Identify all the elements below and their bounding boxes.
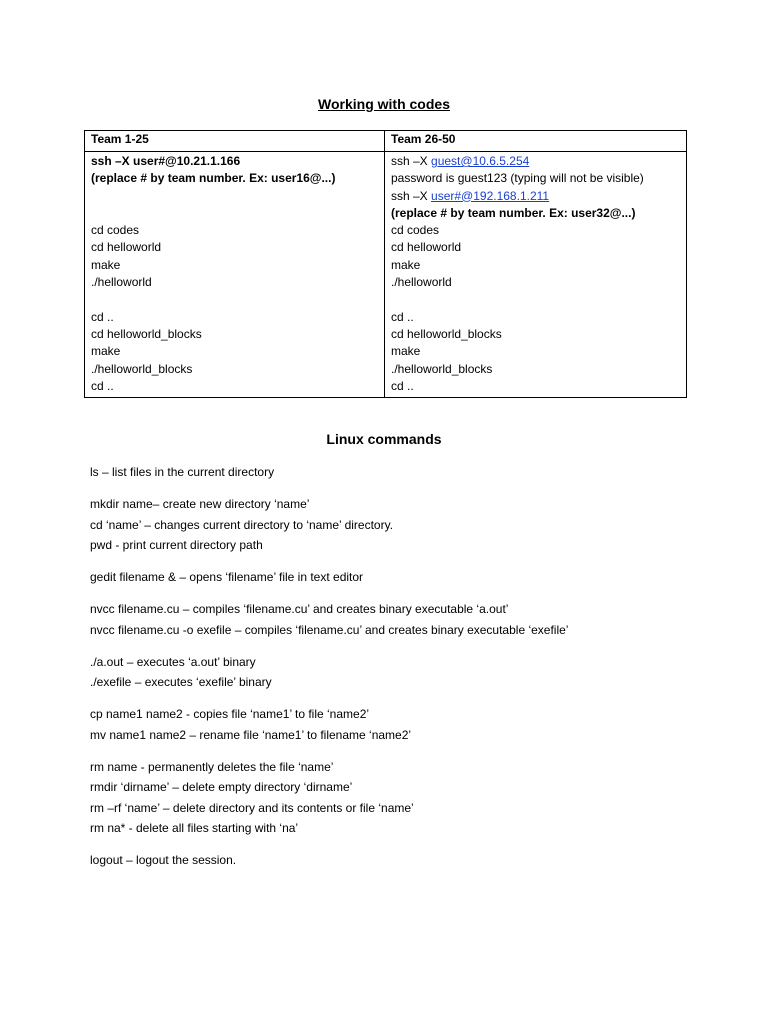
table-body-row [85, 152, 687, 398]
group-spacer [90, 693, 710, 705]
code-line [391, 343, 680, 360]
linux-commands-title: Linux commands [326, 431, 442, 447]
header-team-1-25: Team 1-25 [85, 131, 385, 152]
code-line [91, 326, 378, 343]
code-line [391, 361, 680, 378]
code-line-text: ./helloworld_blocks [391, 361, 493, 376]
linux-commands-list [90, 462, 710, 871]
team-26-50-instructions [385, 152, 687, 398]
command-line: ./a.out – executes ‘a.out’ binary [90, 654, 256, 669]
code-line [91, 291, 378, 308]
command-line: gedit filename & – opens ‘filename’ file in text editor [90, 570, 364, 584]
group-spacer [90, 745, 710, 757]
code-line-text: make [91, 344, 121, 359]
command-line: pwd - print current directory path [90, 538, 263, 552]
code-line [391, 326, 680, 343]
header-team-26-50: Team 26-50 [385, 131, 687, 152]
code-line [391, 188, 680, 205]
code-line [391, 205, 680, 222]
command-line: ./exefile – executes ‘exefile’ binary [90, 675, 272, 689]
code-line [91, 274, 378, 291]
code-line [391, 257, 680, 274]
team-1-25-instructions [85, 152, 385, 398]
code-line [391, 222, 680, 239]
code-line-text: cd helloworld_blocks [391, 326, 502, 341]
code-line-text: make [91, 257, 121, 272]
ssh-address-link[interactable]: user#@192.168.1.211 [431, 188, 550, 203]
code-line-text: (replace # by team number. Ex: user16@...) [91, 171, 336, 186]
ssh-address-link[interactable]: guest@10.6.5.254 [431, 154, 530, 168]
code-line [91, 153, 378, 170]
command-line: nvcc filename.cu – compiles ‘filename.cu’ and creates binary executable ‘a.out’ [90, 602, 509, 616]
code-line-text: ./helloworld_blocks [91, 361, 193, 376]
code-line-text: ./helloworld [91, 275, 152, 290]
code-line [391, 153, 680, 170]
code-line [91, 188, 378, 205]
group-spacer [90, 839, 710, 851]
code-line-text: (replace # by team number. Ex: user32@...) [391, 205, 636, 220]
code-line [391, 170, 680, 187]
code-line [91, 170, 378, 187]
command-line: rm name - permanently deletes the file ‘name’ [90, 759, 334, 774]
code-line-text: cd .. [391, 378, 414, 393]
code-line [391, 274, 680, 291]
table-header-row [85, 131, 687, 152]
command-line: cp name1 name2 - copies file ‘name1’ to file ‘name2’ [90, 707, 370, 721]
code-line [91, 257, 378, 274]
code-line [391, 378, 680, 395]
code-line-text: ssh –X user#@10.21.1.166 [91, 154, 241, 168]
command-line: cd ‘name’ – changes current directory to ‘name’ directory. [90, 517, 394, 532]
group-spacer [90, 588, 710, 600]
code-line-text: cd .. [91, 309, 114, 324]
code-line-text: make [391, 344, 421, 359]
command-line: logout – logout the session. [90, 853, 237, 867]
code-line-text: cd codes [391, 223, 440, 238]
page-title: Working with codes [318, 96, 450, 112]
group-spacer [90, 640, 710, 652]
command-line: mkdir name– create new directory ‘name’ [90, 497, 310, 511]
command-line: ls – list files in the current directory [90, 465, 275, 479]
group-spacer [90, 556, 710, 568]
code-line-text: cd helloworld [91, 240, 162, 255]
code-line [91, 309, 378, 326]
code-line-text: ./helloworld [391, 275, 452, 290]
code-line-text: cd codes [91, 223, 140, 238]
command-line: rmdir ‘dirname’ – delete empty directory ‘dirname’ [90, 780, 353, 794]
code-line [391, 291, 680, 308]
code-line [91, 378, 378, 395]
group-spacer [90, 483, 710, 495]
code-line-text: ssh –X [391, 188, 432, 203]
code-line [91, 361, 378, 378]
code-line-text: cd .. [391, 309, 414, 324]
command-line: rm na* - delete all files starting with ‘na’ [90, 821, 299, 835]
command-line: rm –rf ‘name’ – delete directory and its contents or file ‘name’ [90, 800, 414, 815]
code-line-text: ssh –X [391, 154, 432, 168]
code-line-text: make [391, 257, 421, 272]
code-line [91, 222, 378, 239]
codes-table [84, 130, 687, 398]
code-line [91, 205, 378, 222]
code-line [91, 239, 378, 256]
code-line-text: cd helloworld_blocks [91, 326, 202, 341]
code-line [391, 309, 680, 326]
code-line-text: password is guest123 (typing will not be visible) [391, 171, 644, 186]
command-line: mv name1 name2 – rename file ‘name1’ to filename ‘name2’ [90, 727, 412, 742]
code-line-text: cd helloworld [391, 240, 462, 255]
code-line [91, 343, 378, 360]
code-line-text: cd .. [91, 378, 114, 393]
command-line: nvcc filename.cu -o exefile – compiles ‘filename.cu’ and creates binary executable ‘exefile’ [90, 622, 569, 637]
code-line [391, 239, 680, 256]
